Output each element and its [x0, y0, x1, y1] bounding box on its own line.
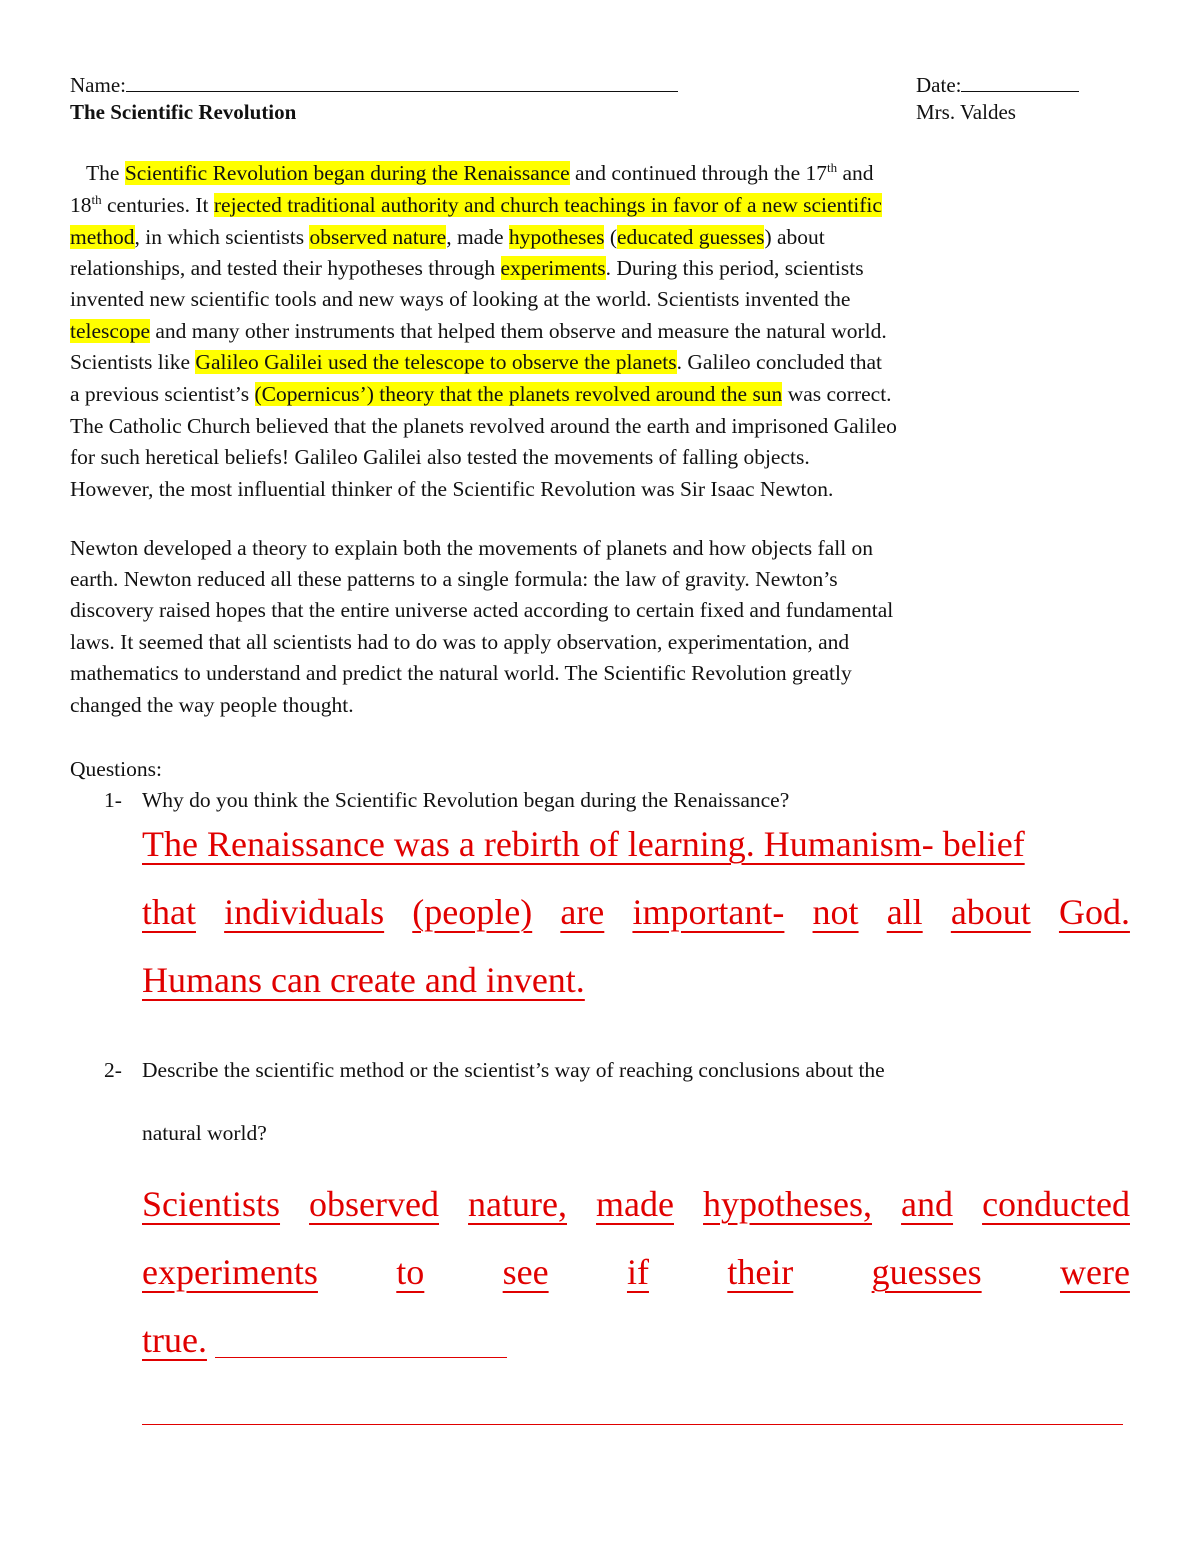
answer-2-line-2	[142, 1238, 1130, 1306]
answer-word: Scientists	[142, 1184, 281, 1224]
answer-word: nature,	[468, 1184, 567, 1224]
p1-line-1: The Scientific Revolution began during the Renaissance and continued through the 17th and	[86, 159, 874, 185]
answer-word: are	[560, 892, 605, 932]
answer-word: that	[142, 892, 196, 932]
p1-line-11: However, the most influential thinker of the Scientific Revolution was Sir Isaac Newton.	[70, 477, 834, 501]
name-field[interactable]	[70, 72, 678, 98]
answer-word: (people)	[412, 892, 533, 932]
answer-word: hypotheses,	[703, 1184, 873, 1224]
question-2-number: 2-	[104, 1058, 122, 1082]
answer-word: were	[1059, 1252, 1130, 1292]
answer-word: experiments	[142, 1252, 318, 1292]
teacher-name: Mrs. Valdes	[916, 100, 1016, 124]
p2-line-4: laws. It seemed that all scientists had to do was to apply observation, experimentation, and	[70, 630, 850, 654]
date-blank[interactable]	[961, 73, 1079, 92]
answer-word: about	[950, 892, 1031, 932]
p2-line-6: changed the way people thought.	[70, 693, 354, 717]
answer-word: made	[596, 1184, 674, 1224]
answer-1-line-3: Humans can create and invent.	[142, 960, 585, 1000]
answer-word: not	[812, 892, 859, 932]
p2-line-3: discovery raised hopes that the entire universe acted according to certain fixed and fundamental	[70, 598, 894, 622]
answer-word: see	[502, 1252, 549, 1292]
p1-line-10: for such heretical beliefs! Galileo Galilei also tested the movements of falling objects.	[70, 445, 810, 469]
p1-line-6: telescope and many other instruments that helped them observe and measure the natural world.	[70, 319, 887, 343]
name-blank[interactable]	[126, 73, 678, 92]
answer-word: guesses	[871, 1252, 982, 1292]
p1-line-2: 18th centuries. It rejected traditional authority and church teachings in favor of a new scientific	[70, 191, 882, 217]
answer-word: conducted	[982, 1184, 1130, 1224]
p1-line-4: relationships, and tested their hypotheses through experiments. During this period, scientists	[70, 256, 864, 280]
question-2-text-line-1: Describe the scientific method or the scientist’s way of reaching conclusions about the	[142, 1058, 885, 1082]
page-title: The Scientific Revolution	[70, 100, 297, 124]
p2-line-2: earth. Newton reduced all these patterns to a single formula: the law of gravity. Newton’s	[70, 567, 838, 591]
answer-word: important-	[632, 892, 785, 932]
answer-word: God.	[1058, 892, 1130, 932]
question-1-text: Why do you think the Scientific Revolution began during the Renaissance?	[142, 788, 790, 812]
questions-heading: Questions:	[70, 757, 162, 781]
answer-2-blank-tail	[215, 1357, 507, 1358]
answer-1-line-1: The Renaissance was a rebirth of learning. Humanism- belief	[142, 824, 1025, 864]
p1-line-9: The Catholic Church believed that the planets revolved around the earth and imprisoned Galileo	[70, 414, 897, 438]
p1-line-3: method, in which scientists observed nature, made hypotheses (educated guesses) about	[70, 225, 825, 249]
answer-word: individuals	[224, 892, 385, 932]
answer-word: their	[727, 1252, 794, 1292]
p1-line-7: Scientists like Galileo Galilei used the telescope to observe the planets. Galileo concluded that	[70, 350, 882, 374]
p1-line-8: a previous scientist’s (Copernicus’) theory that the planets revolved around the sun was correct.	[70, 382, 892, 406]
question-2-text-line-2: natural world?	[142, 1121, 267, 1145]
answer-2-blank-line	[142, 1424, 1123, 1425]
p1-line-5: invented new scientific tools and new ways of looking at the world. Scientists invented the	[70, 287, 851, 311]
answer-word: observed	[309, 1184, 440, 1224]
p2-line-1: Newton developed a theory to explain both the movements of planets and how objects fall on	[70, 536, 874, 560]
answer-2-line-3: true.	[142, 1320, 207, 1360]
answer-1[interactable]	[142, 810, 1130, 1014]
answer-word: all	[886, 892, 923, 932]
answer-word: and	[901, 1184, 954, 1224]
answer-word: if	[626, 1252, 649, 1292]
answer-word: to	[396, 1252, 425, 1292]
name-label: Name:	[70, 73, 126, 97]
answer-2-line-1	[142, 1170, 1130, 1238]
date-field[interactable]	[916, 72, 1079, 98]
date-label: Date:	[916, 73, 962, 97]
question-1-number: 1-	[104, 788, 122, 812]
answer-1-line-2	[142, 878, 1130, 946]
answer-2[interactable]	[142, 1170, 1130, 1374]
p2-line-5: mathematics to understand and predict the natural world. The Scientific Revolution greatly	[70, 661, 852, 685]
